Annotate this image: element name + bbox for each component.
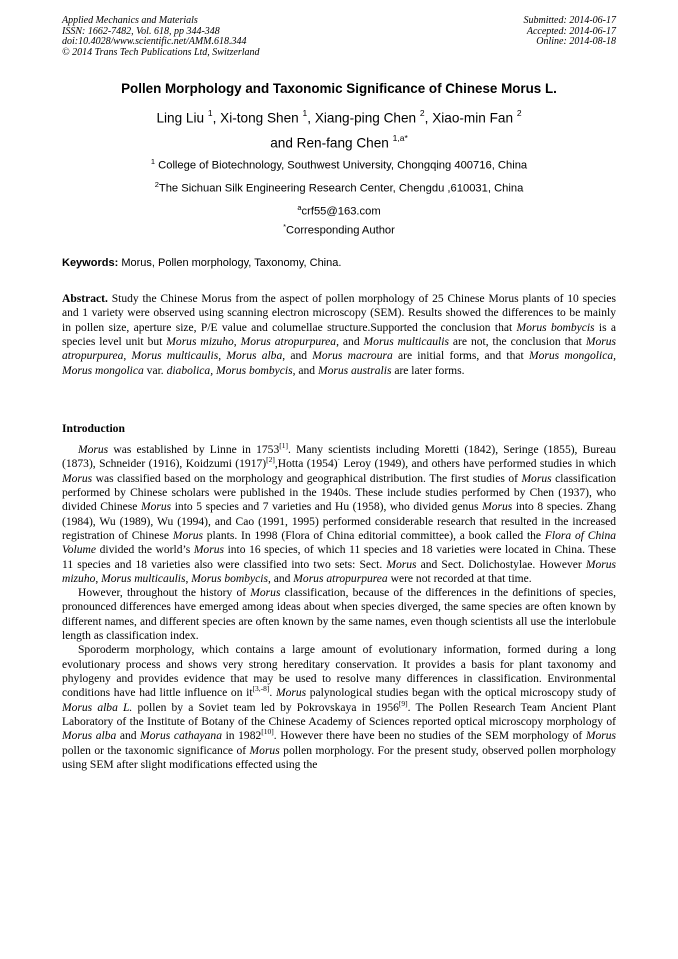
author-name: Xiang-ping Chen	[314, 110, 417, 126]
accepted-date: Accepted: 2014-06-17	[526, 25, 616, 37]
keywords-text: Morus, Pollen morphology, Taxonomy, China.	[121, 257, 342, 269]
author-line-1: Ling Liu $^1$, Xi-tong Shen $^1$, Xiang-ping Chen $^2$, Xiao-min Fan $^2$	[156, 108, 522, 126]
intro-paragraph-3: Sporoderm morphology, which contains a large amount of evolutionary information, formed during a long evolutionary process and shows very strong hereditary conservation. It provides a basis for plant taxonomy and phylogeny and provides evidence that may be used to resolve many differences in classification. Environmental conditions have had little influence on it[3,-8]. Morus palynological studies began with the optical microscopy study of Morus alba L. pollen by a Soviet team led by Pokrovskaya in 1956[9]. The Pollen Research Team Ancient Plant Laboratory of the Institute of Botany of the Chinese Academy of Sciences reported optical microscopy morphology of Morus alba and Morus cathayana in 1982[10]. However there have been no studies of the SEM morphology of Morus pollen or the taxonomic significance of Morus pollen morphology. For the present study, observed pollen morphology using SEM after slight modifications effected using the	[62, 644, 617, 771]
journal-doi: doi:10.4028/www.scientific.net/AMM.618.344	[62, 36, 247, 47]
section-heading-introduction: Introduction	[62, 422, 125, 435]
author-email: $^a$crf55@163.com	[297, 203, 381, 218]
author-affiliation-mark: 1	[207, 108, 213, 118]
corresponding-author-note: *Corresponding Author	[283, 222, 395, 237]
journal-copyright: © 2014 Trans Tech Publications Ltd, Switzerland	[62, 46, 260, 58]
author-name: Ling Liu	[156, 110, 205, 126]
journal-name: Applied Mechanics and Materials	[62, 15, 198, 26]
author-name: Xiao-min Fan	[432, 110, 514, 126]
keywords	[62, 256, 618, 270]
citation-ref: [2]	[266, 455, 275, 465]
author-line-2	[40, 131, 638, 152]
citation-ref: [9]	[398, 698, 408, 708]
intro-paragraph-1: Morus was established by Linne in 1753[1]. Many scientists including Moretti (1842), Seringe (1855), Bureau (1873), Schneider (1916), Koidzumi (1917)[2],Hotta (1954)· Leroy (1949), and others have performed studies in which Morus was classified based on the morphology and geographical distribution. The first studies of Morus classification performed by Chinese scholars were published in the 1940s. These include studies performed by Chen (1937), who divided Chinese Morus into 5 species and 7 varieties and Hu (1958), who divided genus Morus into 8 species. Zhang (1984), Wu (1989), Wu (1994), and Cao (1991, 1995) performed considerable research that resulted in the increased registration of Chinese Morus plants. In 1998 (Flora of China editorial committee), a book called the Flora of China Volume divided the world’s Morus into 16 species, of which 11 species and 18 varieties were located in China. These 11 species and 18 varieties also were classified into two sets: Sect. Morus and Sect. Dolichostylae. However Morus mizuho, Morus multicaulis, Morus bombycis, and Morus atropurpurea were not recorded at that time.	[62, 441, 617, 585]
author-conjunction: and	[270, 135, 293, 151]
author-affiliation-mark: 2	[516, 108, 522, 118]
author-affiliation-mark: 1	[302, 108, 308, 118]
citation-ref: [10]	[261, 727, 274, 737]
affiliation-2: $^2$The Sichuan Silk Engineering Research Center, Chengdu ,610031, China	[154, 180, 524, 195]
paper-title: Pollen Morphology and Taxonomic Significance of Chinese Morus L.	[121, 81, 557, 96]
abstract-label: Abstract.	[62, 293, 108, 305]
citation-ref: [1]	[279, 441, 288, 451]
intro-paragraph-2: However, throughout the history of Morus classification, because of the differences in the definitions of species, pronounced differences have emerged among ideas about when species diverged, the same species are often known by different names, and different species are often known by the same names, even though scientists all use the interlobule length as classification index.	[62, 587, 617, 643]
online-date: Online: 2014-08-18	[536, 36, 616, 47]
author-name: Xi-tong Shen	[220, 110, 299, 126]
author-affiliation-mark: 1,a*	[392, 133, 408, 143]
affiliation-1: $^1$ College of Biotechnology, Southwest University, Chongqing 400716, China	[150, 157, 528, 172]
introduction-body	[62, 443, 616, 772]
submission-dates	[524, 16, 617, 48]
keywords-label: Keywords:	[62, 257, 119, 269]
journal-issn: ISSN: 1662-7482, Vol. 618, pp 344-348	[62, 25, 220, 37]
abstract: Abstract. Study the Chinese Morus from the aspect of pollen morphology of 25 Chinese Morus plants of 10 species and 1 variety were observed using scanning electron microscopy (SEM). Results showed the differences to be mainly in pollen size, aperture size, P/E value and columellae structure.Supported the conclusion that Morus bombycis is a species level unit but Morus mizuho, Morus atropurpurea, and Morus multicaulis are not, the conclusion that Morus atropurpurea, Morus multicaulis, Morus alba, and Morus macroura are initial forms, and that Morus mongolica, Morus mongolica var. diabolica, Morus bombycis, and Morus australis are later forms.	[62, 293, 616, 377]
author-name: Ren-fang Chen	[296, 135, 389, 151]
author-affiliation-mark: 2	[419, 108, 425, 118]
submitted-date: Submitted: 2014-06-17	[523, 15, 616, 26]
journal-header	[62, 16, 260, 58]
citation-ref: [3,-8]	[252, 684, 270, 694]
